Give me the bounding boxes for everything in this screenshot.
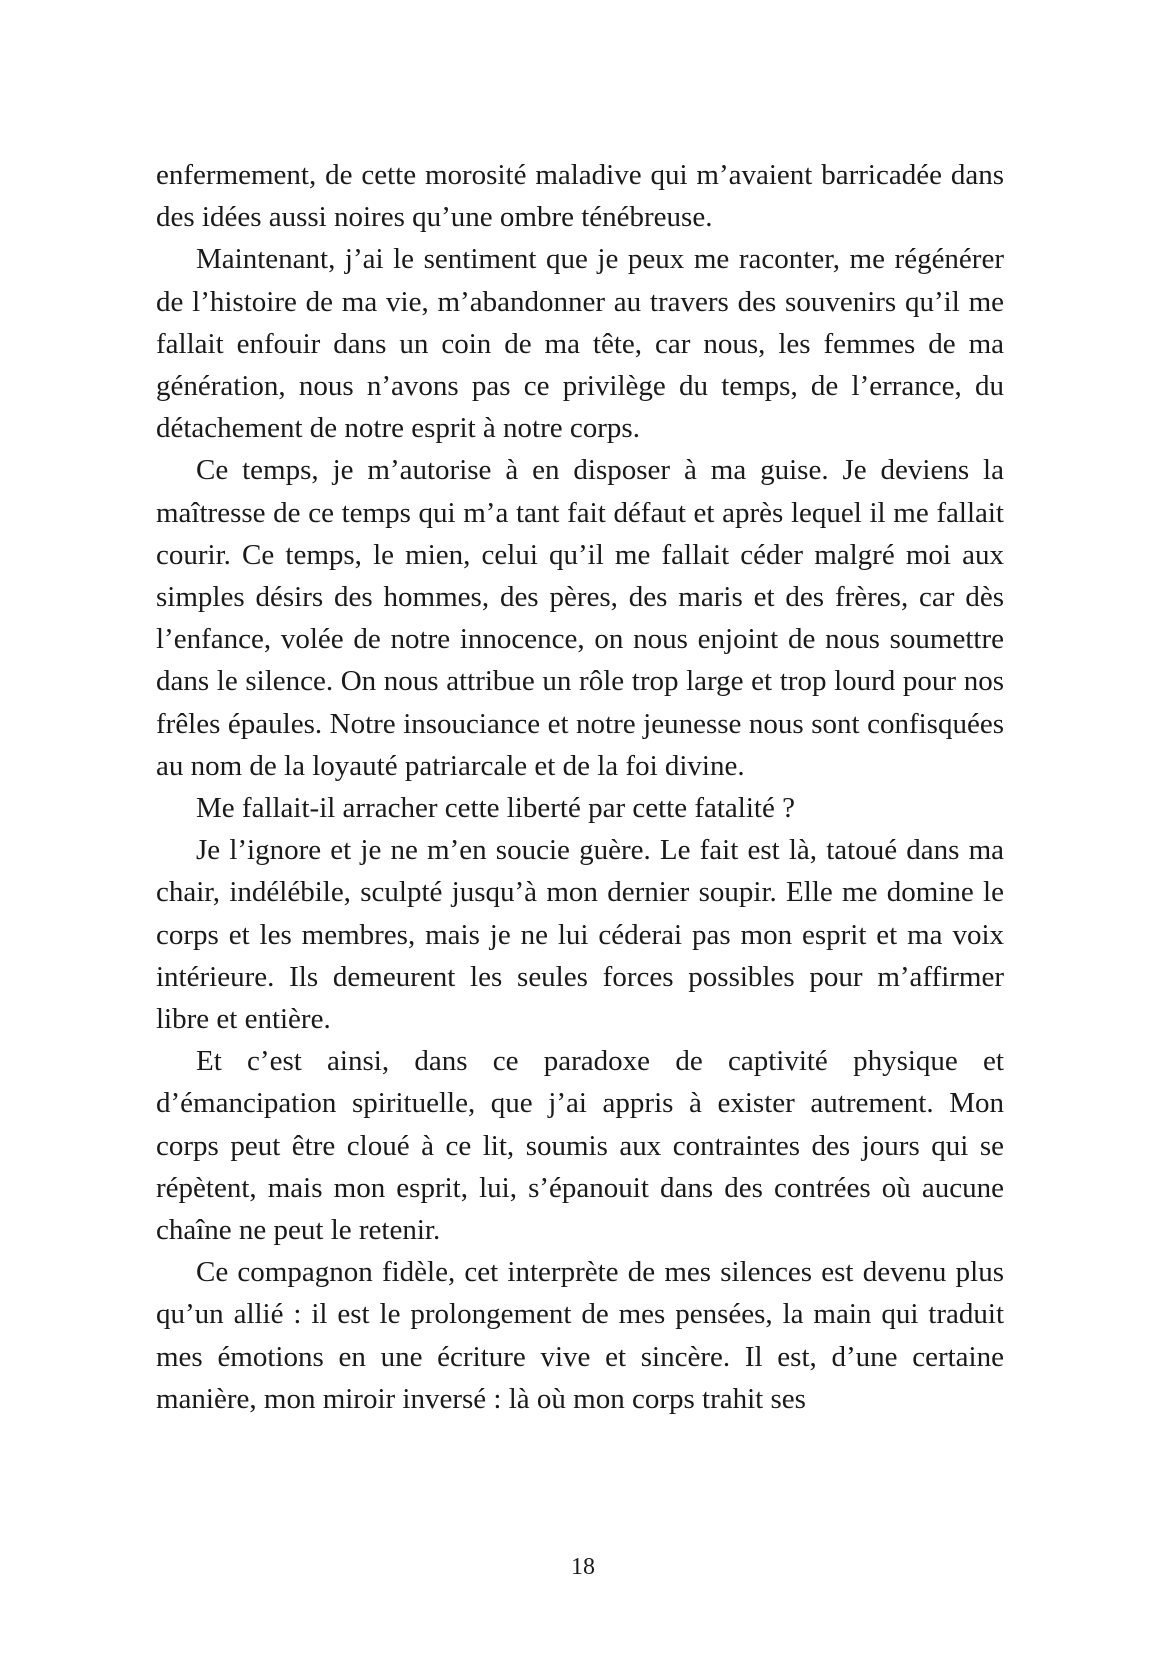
paragraph-3: Ce temps, je m’autorise à en disposer à ma guise. Je deviens la maîtresse de ce temps qui m’a tant fait défaut et après lequel il me fallait courir. Ce temps, le mien, celui qu’il me fallait céder malgré moi aux simples désirs des hommes, des pères, des maris et des frères, car dès l’enfance, volée de notre innocence, on nous enjoint de nous soumettre dans le silence. On nous attribue un rôle trop large et trop lourd pour nos frêles épaules. Notre insouciance et notre jeunesse nous sont confisquées au nom de la loyauté patriarcale et de la foi divine. <box>156 454 1004 782</box>
paragraph-4: Me fallait-il arracher cette liberté par cette fatalité ? <box>196 792 795 825</box>
page-number: 18 <box>571 1554 595 1580</box>
paragraph-2: Maintenant, j’ai le sentiment que je peux me raconter, me régénérer de l’histoire de ma vie, m’abandonner au travers des souvenirs qu’il me fallait enfouir dans un coin de ma tête, car nous, les femmes de ma génération, nous n’avons pas ce privilège du temps, de l’errance, du détachement de notre esprit à notre corps. <box>156 243 1004 445</box>
paragraph-7: Ce compagnon fidèle, cet interprète de mes silences est devenu plus qu’un allié : il est le prolongement de mes pensées, la main qui traduit mes émotions en une écriture vive et sincère. Il est, d’une certaine manière, mon miroir inversé : là où mon corps trahit ses <box>156 1256 1004 1415</box>
paragraph-1: enfermement, de cette morosité maladive qui m’avaient barricadée dans des idées aussi noires qu’une ombre ténébreuse. <box>156 159 1004 234</box>
body-text <box>156 154 1004 1420</box>
paragraph-5: Je l’ignore et je ne m’en soucie guère. Le fait est là, tatoué dans ma chair, indélébile, sculpté jusqu’à mon dernier soupir. Elle me domine le corps et les membres, mais je ne lui céderai pas mon esprit et ma voix intérieure. Ils demeurent les seules forces possibles pour m’affirmer libre et entière. <box>156 834 1004 1036</box>
paragraph-6: Et c’est ainsi, dans ce paradoxe de captivité physique et d’émancipation spirituelle, que j’ai appris à exister autrement. Mon corps peut être cloué à ce lit, soumis aux contraintes des jours qui se répètent, mais mon esprit, lui, s’épanouit dans des contrées où aucune chaîne ne peut le retenir. <box>156 1045 1004 1247</box>
